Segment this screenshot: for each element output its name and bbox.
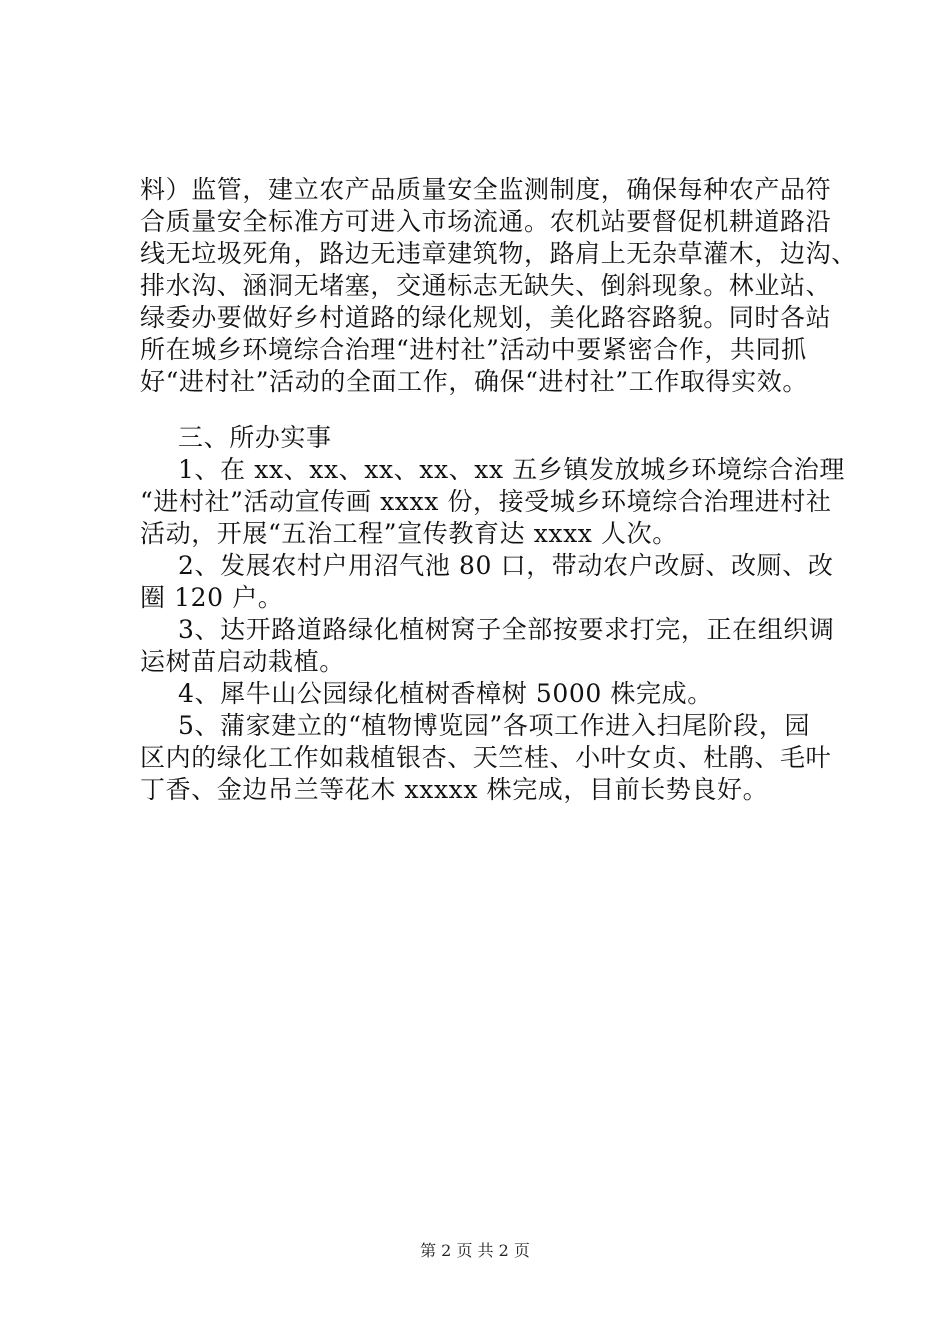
item-line: 区内的绿化工作如栽植银杏、天竺桂、小叶女贞、杜鹃、毛叶 (140, 743, 832, 772)
list-item (140, 710, 840, 806)
item-line: 2、发展农村户用沼气池 80 口，带动农户改厨、改厕、改 (178, 551, 834, 580)
list-item (140, 454, 845, 550)
paragraph-line: 绿委办要做好乡村道路的绿化规划，美化路容路貌。同时各站 (140, 303, 832, 332)
list-item (140, 614, 840, 678)
paragraph-line: 所在城乡环境综合治理“进村社”活动中要紧密合作，共同抓 (140, 335, 807, 364)
list-item (140, 678, 840, 710)
paragraph-line: 排水沟、涵洞无堵塞，交通标志无缺失、倒斜现象。林业站、 (140, 271, 832, 300)
item-line: 圈 120 户。 (140, 583, 284, 612)
page-footer: 第 2 页 共 2 页 (420, 1241, 530, 1260)
item-line: 运树苗启动栽植。 (140, 647, 345, 676)
item-line: 活动，开展“五治工程”宣传教育达 xxxx 人次。 (140, 519, 678, 548)
paragraph-line: 合质量安全标准方可进入市场流通。农机站要督促机耕道路沿 (140, 207, 832, 236)
paragraph-line: 好“进村社”活动的全面工作，确保“进村社”工作取得实效。 (140, 367, 808, 396)
paragraph-line: 料）监管，建立农产品质量安全监测制度，确保每种农产品符 (140, 175, 832, 204)
list-item (140, 550, 840, 614)
item-line: 3、达开路道路绿化植树窝子全部按要求打完，正在组织调 (178, 615, 835, 644)
paragraph-line: 线无垃圾死角，路边无违章建筑物，路肩上无杂草灌木，边沟、 (140, 239, 857, 268)
continued-paragraph (140, 174, 857, 398)
item-line: 5、蒲家建立的“植物博览园”各项工作进入扫尾阶段，园 (178, 711, 811, 740)
section-practical-matters (140, 422, 845, 806)
item-line: 1、在 xx、xx、xx、xx、xx 五乡镇发放城乡环境综合治理 (178, 455, 845, 484)
section-heading: 三、所办实事 (178, 423, 332, 452)
item-line: 4、犀牛山公园绿化植树香樟树 5000 株完成。 (178, 679, 713, 708)
item-line: 丁香、金边吊兰等花木 xxxxx 株完成，目前长势良好。 (140, 775, 769, 804)
item-line: “进村社”活动宣传画 xxxx 份，接受城乡环境综合治理进村社 (140, 487, 832, 516)
